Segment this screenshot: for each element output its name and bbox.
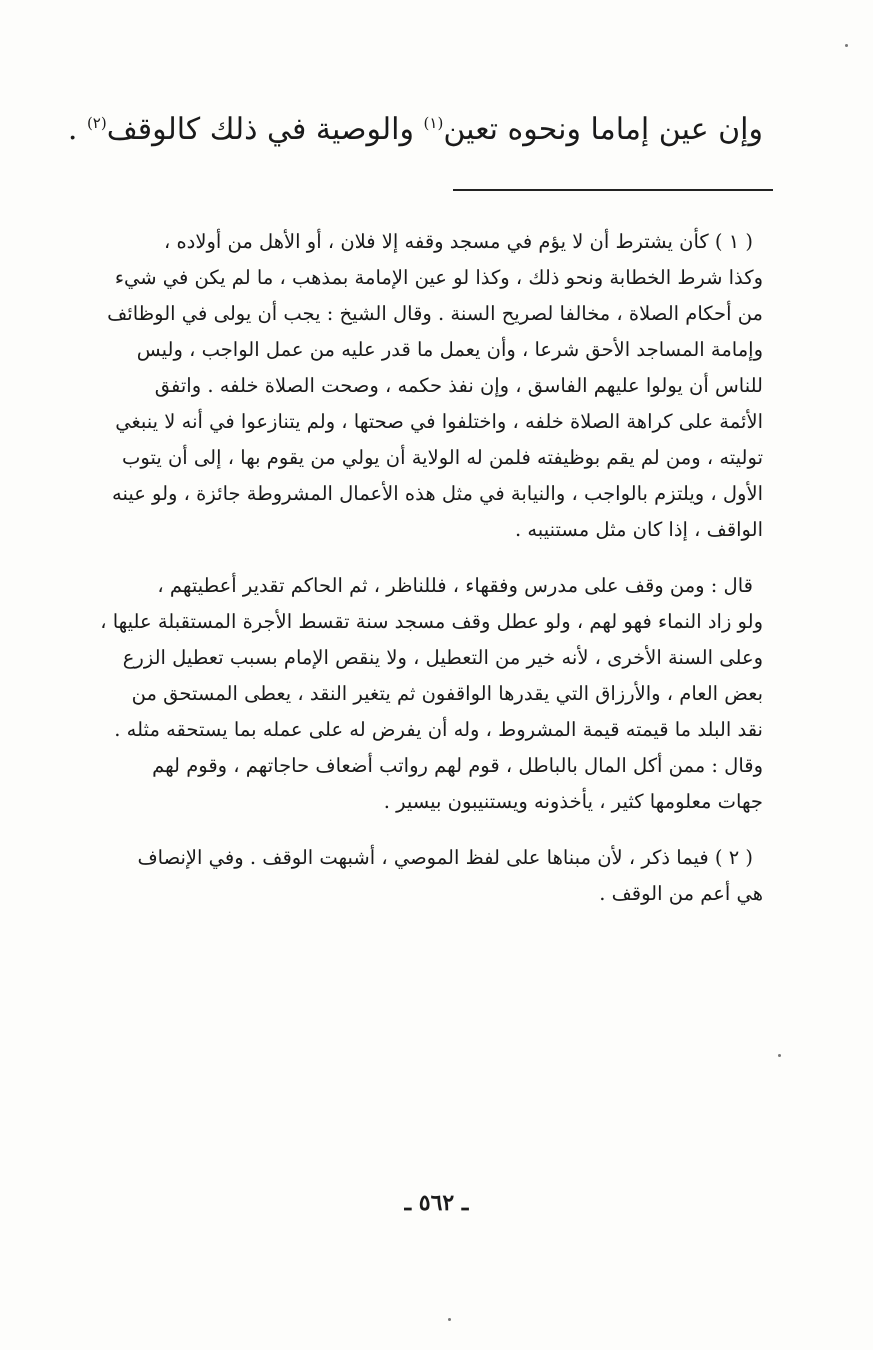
footnote-line: بعض العام ، والأرزاق التي يقدرها الواقفون ثم يتغير النقد ، يعطى المستحق من bbox=[131, 682, 763, 705]
footnote-line: وكذا شرط الخطابة ونحو ذلك ، وكذا لو عين الإمامة بمذهب ، ما لم يكن في شيء bbox=[114, 266, 763, 289]
footnote-line: الأئمة على كراهة الصلاة خلفه ، واختلفوا في صحتها ، ولم يتنازعوا في أنه لا ينبغي bbox=[115, 410, 763, 433]
footnote-line: وعلى السنة الأخرى ، لأنه خير من التعطيل ، ولا ينقص الإمام بسبب تعطيل الزرع bbox=[122, 646, 763, 669]
footnote-ref-2: (٢) bbox=[86, 114, 107, 132]
footnote-ref-1: (١) bbox=[423, 114, 444, 132]
footnote-line: ( ٢ ) فيما ذكر ، لأن مبناها على لفظ الموصي ، أشبهت الوقف . وفي الإنصاف bbox=[137, 846, 753, 869]
paper-speck bbox=[845, 44, 848, 47]
main-text-line bbox=[30, 100, 763, 160]
footnote-separator bbox=[453, 189, 773, 191]
footnote-line: وإمامة المساجد الأحق شرعا ، وأن يعمل ما قدر عليه من عمل الواجب ، وليس bbox=[136, 338, 763, 361]
footnote-line: ولو زاد النماء فهو لهم ، ولو عطل وقف مسجد سنة تقسط الأجرة المستقبلة عليها ، bbox=[100, 610, 763, 633]
footnote-1 bbox=[30, 224, 763, 548]
footnote-line: من أحكام الصلاة ، مخالفا لصريح السنة . وقال الشيخ : يجب أن يولى في الوظائف bbox=[107, 302, 763, 325]
footnote-line: هي أعم من الوقف . bbox=[599, 882, 763, 905]
main-text-part-2: والوصية في ذلك كالوقف bbox=[106, 112, 424, 147]
paper-speck bbox=[778, 1054, 781, 1057]
footnote-line: توليته ، ومن لم يقم بوظيفته فلمن له الولاية أن يولي من يقوم بها ، إلى أن يتوب bbox=[122, 446, 763, 469]
main-text-part-1: وإن عين إماما ونحوه تعين bbox=[443, 112, 763, 147]
footnote-line: الأول ، ويلتزم بالواجب ، والنيابة في مثل هذه الأعمال المشروطة جائزة ، ولو عينه bbox=[111, 482, 763, 505]
footnote-line: الواقف ، إذا كان مثل مستنيبه . bbox=[514, 518, 763, 541]
footnote-2 bbox=[30, 840, 763, 912]
footnote-line: جهات معلومها كثير ، يأخذونه ويستنيبون بيسير . bbox=[383, 790, 763, 813]
main-text-part-3: . bbox=[67, 112, 87, 147]
footnote-line: نقد البلد ما قيمته قيمة المشروط ، وله أن يفرض له على عمله بما يستحقه مثله . bbox=[114, 718, 763, 741]
footnote-line: قال : ومن وقف على مدرس وفقهاء ، فللناظر ، ثم الحاكم تقدير أعطيتهم ، bbox=[157, 574, 753, 597]
footnote-line: للناس أن يولوا عليهم الفاسق ، وإن نفذ حكمه ، وصحت الصلاة خلفه . واتفق bbox=[154, 374, 763, 397]
footnote-line: وقال : ممن أكل المال بالباطل ، قوم لهم رواتب أضعاف حاجاتهم ، وقوم لهم bbox=[152, 754, 763, 777]
page-number: ـ ٥٦٢ ـ bbox=[404, 1190, 469, 1216]
footnote-line: ( ١ ) كأن يشترط أن لا يؤم في مسجد وقفه إلا فلان ، أو الأهل من أولاده ، bbox=[163, 230, 753, 253]
footnotes bbox=[30, 224, 763, 912]
paper-speck bbox=[448, 1318, 451, 1321]
footnote-1-continued bbox=[30, 568, 763, 820]
